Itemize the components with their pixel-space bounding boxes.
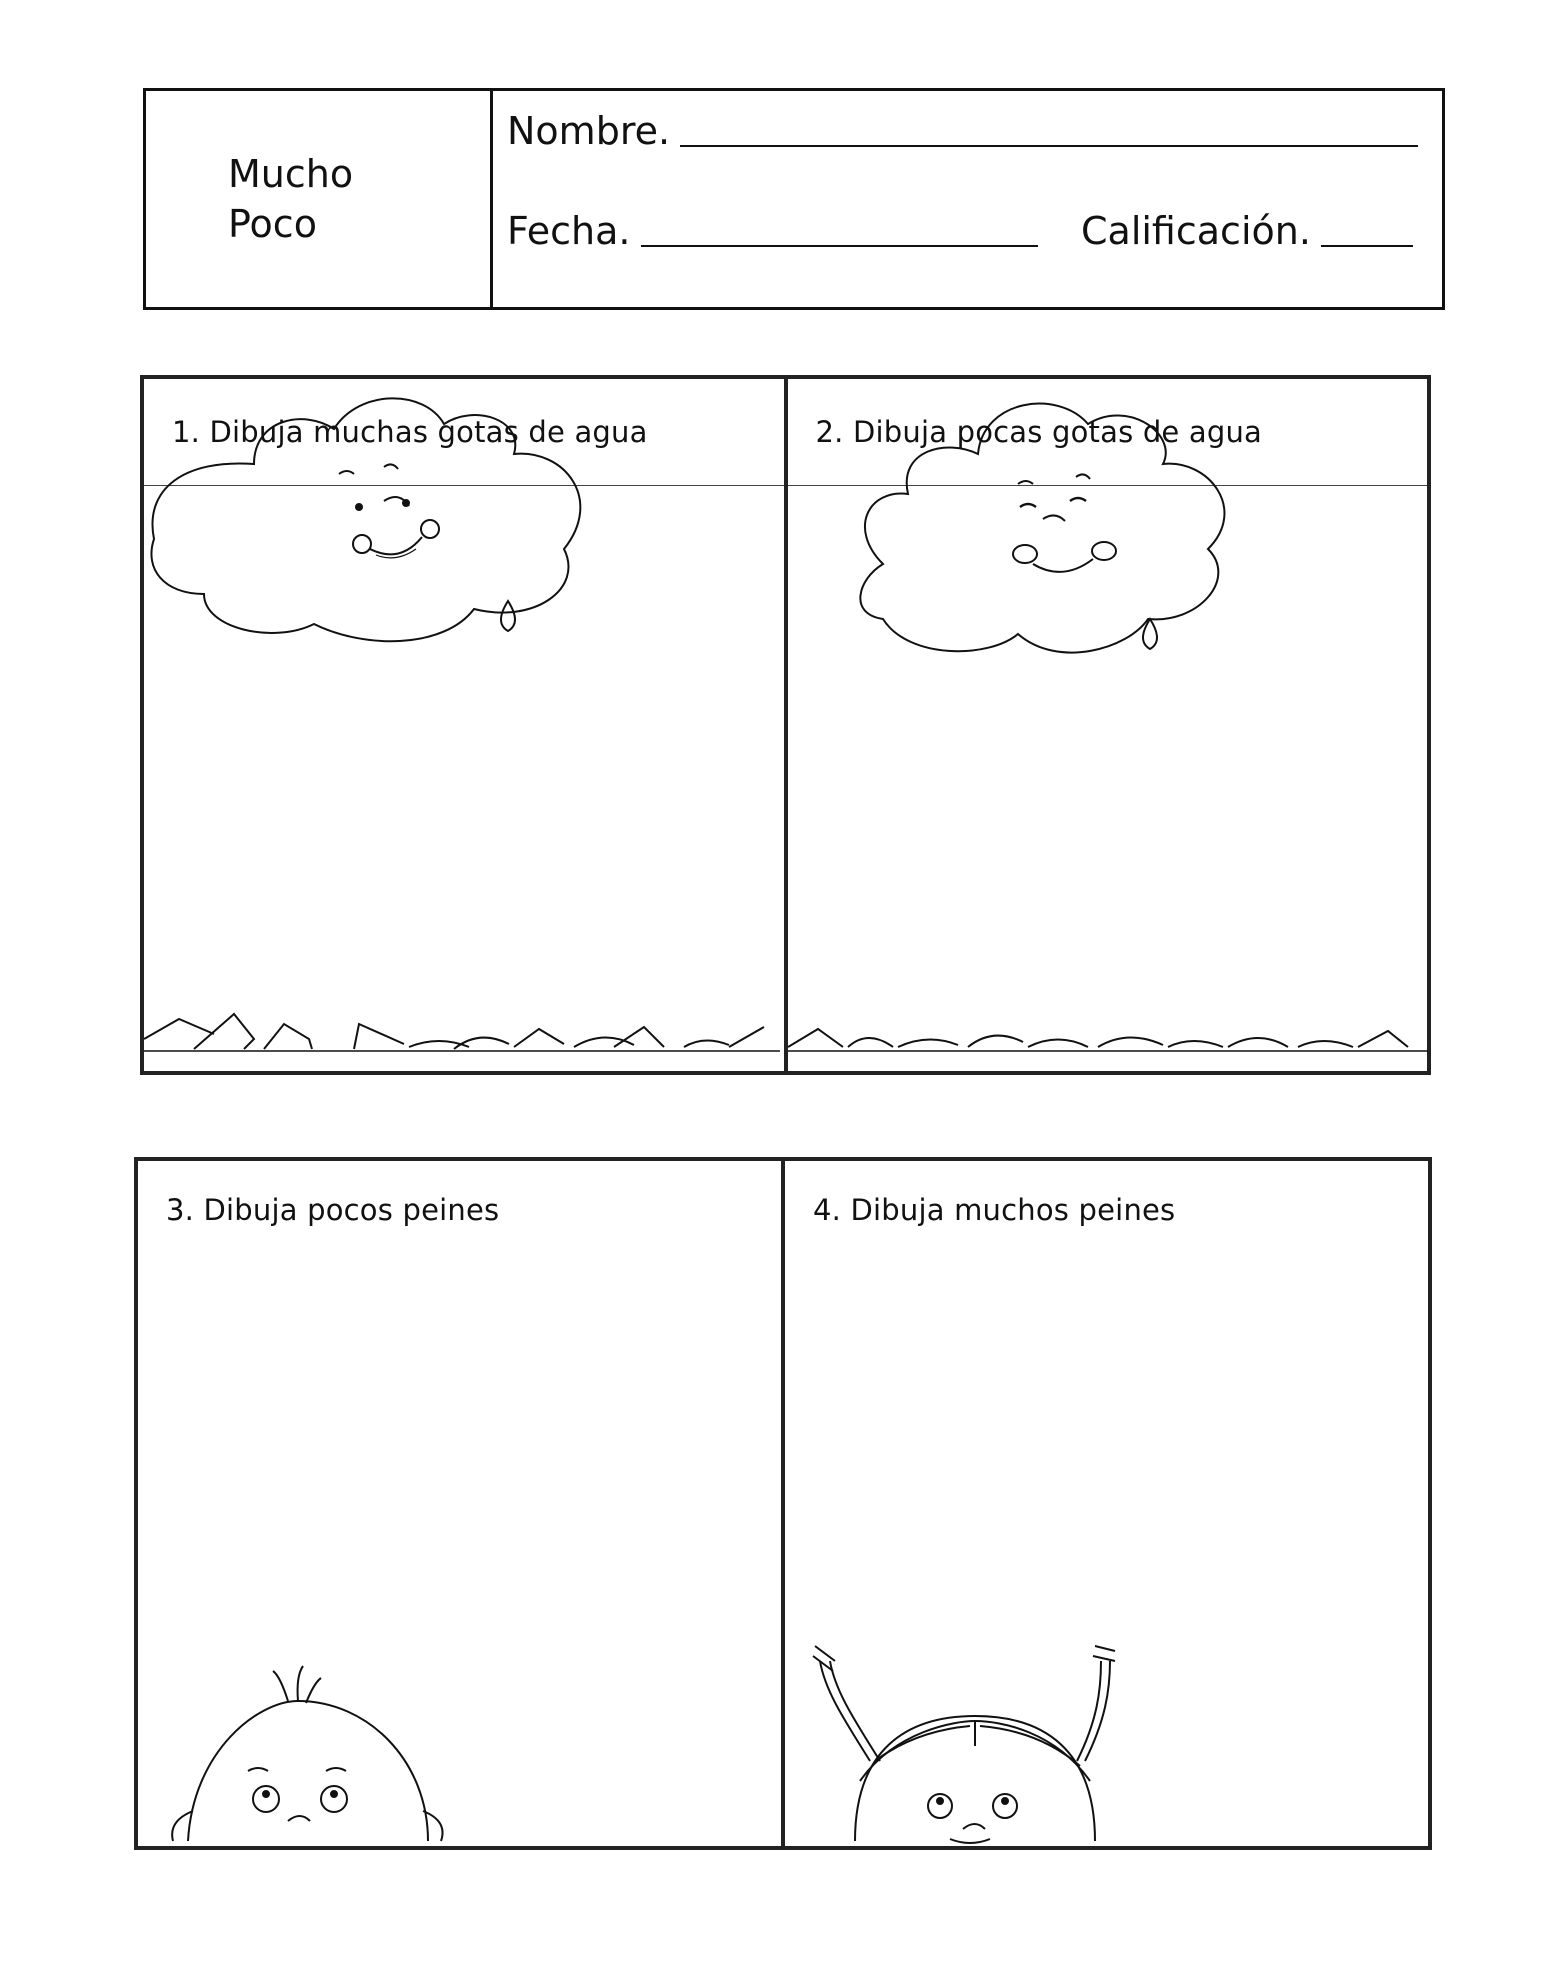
panel-1-label: 1. Dibuja muchas gotas de agua (172, 415, 648, 449)
title-mucho: Mucho (228, 152, 354, 196)
panel-2-label: 2. Dibuja pocas gotas de agua (815, 415, 1263, 449)
grade-field[interactable] (1081, 209, 1413, 253)
panel-row-2 (134, 1157, 1432, 1850)
date-label: Fecha. (507, 209, 631, 253)
panel-1[interactable] (144, 379, 788, 1071)
student-fields (493, 91, 1442, 307)
grade-line[interactable] (1321, 244, 1413, 247)
title-poco: Poco (228, 202, 317, 246)
panel-row-1 (140, 375, 1431, 1075)
name-label: Nombre. (507, 109, 671, 153)
cloud-drawing-2 (788, 379, 1428, 1071)
panel-4-label: 4. Dibuja muchos peines (813, 1193, 1176, 1227)
girl-drawing (785, 1161, 1430, 1846)
panel-3[interactable] (138, 1161, 785, 1846)
name-line[interactable] (680, 144, 1418, 147)
date-field[interactable] (507, 209, 1038, 253)
grade-label: Calificación. (1081, 209, 1311, 253)
boy-drawing (138, 1161, 783, 1846)
cloud-drawing-1 (144, 379, 784, 1071)
name-field[interactable] (507, 109, 1418, 153)
panel-2[interactable] (788, 379, 1428, 1071)
panel-3-label: 3. Dibuja pocos peines (166, 1193, 500, 1227)
panel-4[interactable] (785, 1161, 1428, 1846)
worksheet-title (146, 91, 493, 307)
worksheet-header (143, 88, 1445, 310)
date-line[interactable] (641, 244, 1038, 247)
